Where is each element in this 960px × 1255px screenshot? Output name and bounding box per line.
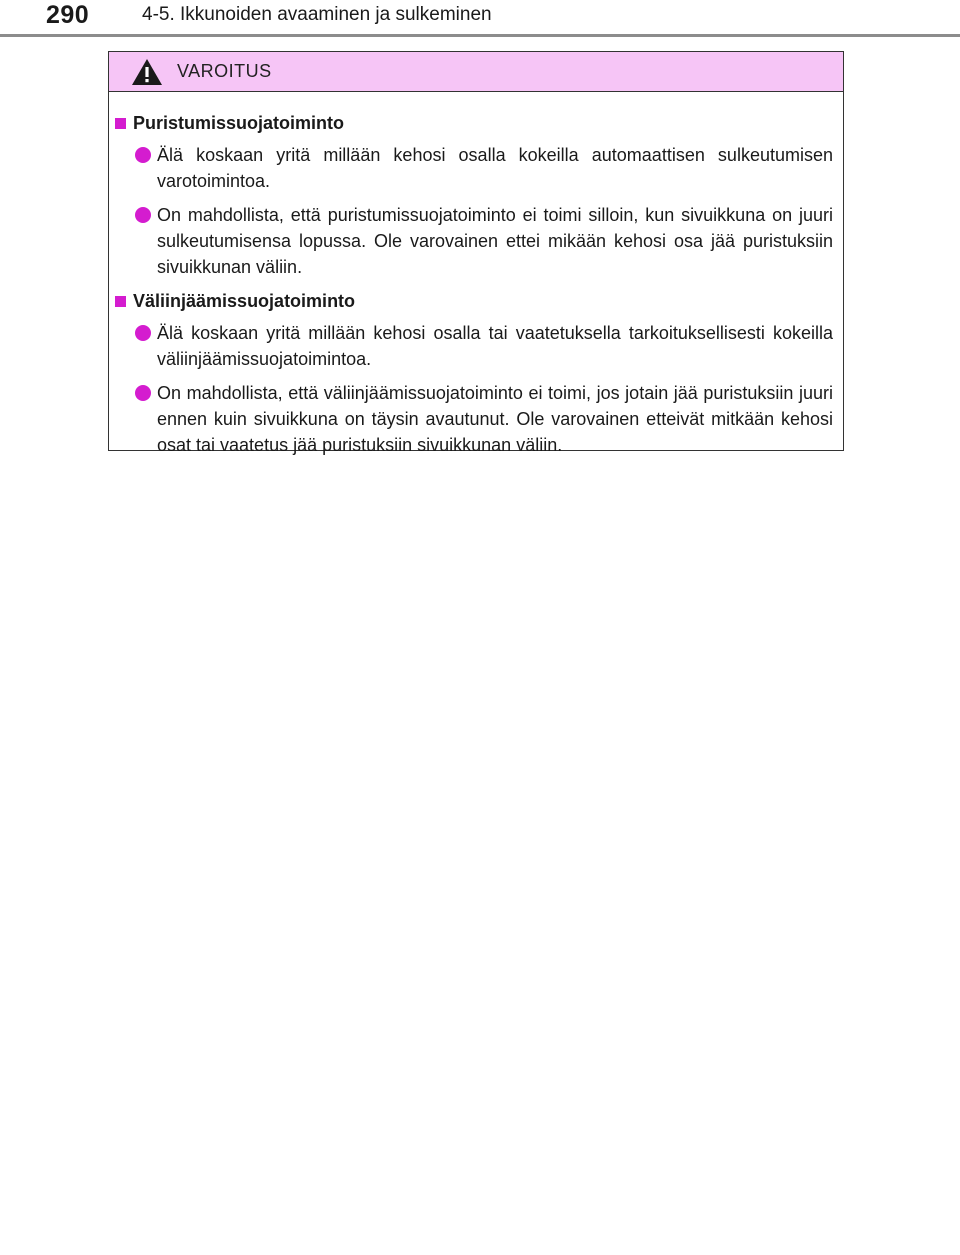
subheading-pinch-protection <box>115 110 833 136</box>
list-item-text: On mahdollista, että puristumissuojatoiminto ei toimi silloin, kun sivuikkuna on juuri sulkeutumisensa lopussa. Ole varovainen ettei mikään kehosi osa jää puristuksiin sivuikkunan väliin. <box>157 205 833 277</box>
page-header <box>0 0 960 40</box>
warning-box <box>108 51 844 455</box>
warning-triangle-icon <box>131 58 163 86</box>
section-title: 4-5. Ikkunoiden avaaminen ja sulkeminen <box>142 4 492 25</box>
list-item-text: Älä koskaan yritä millään kehosi osalla tai vaatetuksella tarkoituksellisesti kokeilla väliinjäämissuojatoimintoa. <box>157 323 833 369</box>
subheading-label: Väliinjäämissuojatoiminto <box>133 291 356 311</box>
page-number: 290 <box>46 1 90 29</box>
warning-title: VAROITUS <box>177 61 272 81</box>
square-bullet-icon <box>115 296 126 307</box>
warning-header <box>109 52 843 92</box>
subheading-entrapment-protection <box>115 288 833 314</box>
circle-bullet-icon <box>135 207 151 223</box>
list-item <box>115 202 833 280</box>
circle-bullet-icon <box>135 147 151 163</box>
square-bullet-icon <box>115 118 126 129</box>
list-item <box>115 380 833 458</box>
header-rule <box>0 34 960 37</box>
list-item <box>115 142 833 194</box>
list-item-text: On mahdollista, että väliinjäämissuojatoiminto ei toimi, jos jotain jää puristuksiin juuri ennen kuin sivuikkuna on täysin avautunut. Ole varovainen etteivät mitkään kehosi osat tai vaatetus jää puristuksiin sivuikkunan väliin. <box>157 383 833 455</box>
list-item-text: Älä koskaan yritä millään kehosi osalla kokeilla automaattisen sulkeutumisen varotoimintoa. <box>157 145 833 191</box>
list-item <box>115 320 833 372</box>
circle-bullet-icon <box>135 385 151 401</box>
warning-body <box>109 92 843 458</box>
subheading-label: Puristumissuojatoiminto <box>133 113 345 133</box>
circle-bullet-icon <box>135 325 151 341</box>
